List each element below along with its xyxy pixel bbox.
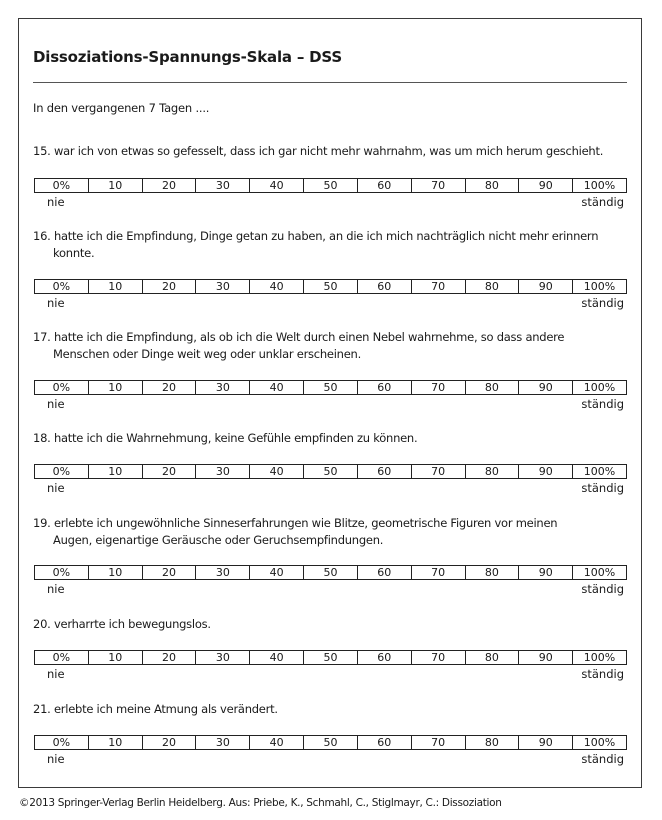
scale-cell: 100%: [572, 280, 626, 293]
scale-cell: 70: [411, 465, 465, 478]
question-text-continued: Augen, eigenartige Geräusche oder Geruchsempfindungen.: [53, 532, 384, 547]
scale-cell: 40: [249, 736, 303, 749]
scale-cell: 100%: [572, 381, 626, 394]
scale-cell: 90: [518, 280, 572, 293]
rating-scale-18: [34, 464, 627, 479]
rating-scale-17: [34, 380, 627, 395]
anchor-high: ständig: [581, 397, 624, 411]
scale-cell: 20: [142, 179, 196, 192]
scale-cell: 100%: [572, 736, 626, 749]
rating-scale-16: [34, 279, 627, 294]
scale-cell: 70: [411, 381, 465, 394]
scale-cell: 100%: [572, 651, 626, 664]
scale-cell: 70: [411, 566, 465, 579]
scale-cell: 10: [88, 280, 142, 293]
scale-cell: 40: [249, 651, 303, 664]
scale-cell: 50: [303, 280, 357, 293]
scale-cell: 50: [303, 736, 357, 749]
scale-cell: 100%: [572, 465, 626, 478]
question-text-continued: konnte.: [53, 245, 95, 260]
scale-cell: 40: [249, 179, 303, 192]
scale-cell: 40: [249, 280, 303, 293]
question-text: 16. hatte ich die Empfindung, Dinge getan zu haben, an die ich mich nachträglich nicht mehr erinnern: [33, 229, 599, 243]
scale-cell: 0%: [52, 566, 71, 579]
rating-scale-21: [34, 735, 627, 750]
scale-cell: 80: [465, 566, 519, 579]
scale-cell: 20: [142, 280, 196, 293]
scale-cell: 50: [303, 566, 357, 579]
scale-cell: 30: [195, 179, 249, 192]
anchor-low: nie: [47, 296, 65, 310]
page-title: Dissoziations-Spannungs-Skala – DSS: [33, 48, 342, 66]
anchor-high: ständig: [581, 752, 624, 766]
scale-cell: 50: [303, 465, 357, 478]
scale-cell: 10: [88, 651, 142, 664]
scale-cell: 30: [195, 381, 249, 394]
copyright-footer: ©2013 Springer-Verlag Berlin Heidelberg. Aus: Priebe, K., Schmahl, C., Stiglmayr, C.: Dissoziation: [19, 797, 502, 809]
scale-cell: 70: [411, 651, 465, 664]
scale-cell: 10: [88, 736, 142, 749]
scale-cell: 70: [411, 280, 465, 293]
scale-cell: 0%: [52, 280, 71, 293]
scale-cell: 60: [357, 651, 411, 664]
page-frame: [18, 18, 642, 788]
question-20: [33, 616, 633, 633]
scale-cell: 40: [249, 381, 303, 394]
scale-cell: 80: [465, 465, 519, 478]
scale-cell: 20: [142, 566, 196, 579]
scale-cell: 60: [357, 280, 411, 293]
scale-cell: 10: [88, 381, 142, 394]
anchor-high: ständig: [581, 667, 624, 681]
anchor-low: nie: [47, 397, 65, 411]
scale-cell: 90: [518, 179, 572, 192]
scale-cell: 80: [465, 381, 519, 394]
scale-cell: 10: [88, 465, 142, 478]
title-divider: [33, 82, 627, 83]
scale-cell: 50: [303, 179, 357, 192]
question-17: [33, 329, 633, 362]
anchor-high: ständig: [581, 296, 624, 310]
anchor-low: nie: [47, 752, 65, 766]
scale-cell: 60: [357, 381, 411, 394]
question-16: [33, 228, 633, 261]
question-18: [33, 430, 633, 447]
scale-cell: 60: [357, 465, 411, 478]
question-text: 15. war ich von etwas so gefesselt, dass ich gar nicht mehr wahrnahm, was um mich herum geschieht.: [33, 144, 604, 158]
scale-cell: 70: [411, 179, 465, 192]
scale-cell: 50: [303, 651, 357, 664]
scale-cell: 100%: [572, 179, 626, 192]
scale-cell: 80: [465, 736, 519, 749]
anchor-low: nie: [47, 481, 65, 495]
anchor-low: nie: [47, 582, 65, 596]
scale-cell: 70: [411, 736, 465, 749]
scale-cell: 0%: [52, 651, 71, 664]
question-text-continued: Menschen oder Dinge weit weg oder unklar erscheinen.: [53, 346, 361, 361]
scale-cell: 90: [518, 566, 572, 579]
scale-cell: 0%: [52, 179, 71, 192]
scale-cell: 10: [88, 566, 142, 579]
question-15: [33, 143, 633, 160]
anchor-high: ständig: [581, 195, 624, 209]
scale-cell: 20: [142, 736, 196, 749]
scale-cell: 30: [195, 566, 249, 579]
scale-cell: 30: [195, 465, 249, 478]
scale-cell: 90: [518, 381, 572, 394]
scale-cell: 20: [142, 465, 196, 478]
question-text: 18. hatte ich die Wahrnehmung, keine Gefühle empfinden zu können.: [33, 431, 418, 445]
scale-cell: 30: [195, 736, 249, 749]
question-19: [33, 515, 633, 548]
intro-text: In den vergangenen 7 Tagen ....: [33, 101, 210, 115]
rating-scale-19: [34, 565, 627, 580]
scale-cell: 40: [249, 566, 303, 579]
scale-cell: 60: [357, 179, 411, 192]
scale-cell: 90: [518, 736, 572, 749]
anchor-low: nie: [47, 667, 65, 681]
rating-scale-20: [34, 650, 627, 665]
scale-cell: 10: [88, 179, 142, 192]
anchor-high: ständig: [581, 481, 624, 495]
scale-cell: 20: [142, 651, 196, 664]
scale-cell: 90: [518, 465, 572, 478]
scale-cell: 0%: [52, 381, 71, 394]
scale-cell: 0%: [52, 465, 71, 478]
scale-cell: 30: [195, 280, 249, 293]
scale-cell: 80: [465, 280, 519, 293]
question-text: 21. erlebte ich meine Atmung als verändert.: [33, 702, 278, 716]
scale-cell: 40: [249, 465, 303, 478]
scale-cell: 20: [142, 381, 196, 394]
scale-cell: 80: [465, 651, 519, 664]
scale-cell: 60: [357, 736, 411, 749]
anchor-low: nie: [47, 195, 65, 209]
scale-cell: 60: [357, 566, 411, 579]
scale-cell: 30: [195, 651, 249, 664]
scale-cell: 80: [465, 179, 519, 192]
question-text: 19. erlebte ich ungewöhnliche Sinneserfahrungen wie Blitze, geometrische Figuren vor meinen: [33, 516, 558, 530]
rating-scale-15: [34, 178, 627, 193]
question-text: 17. hatte ich die Empfindung, als ob ich die Welt durch einen Nebel wahrnehme, so dass andere: [33, 330, 565, 344]
scale-cell: 100%: [572, 566, 626, 579]
scale-cell: 50: [303, 381, 357, 394]
scale-cell: 90: [518, 651, 572, 664]
question-text: 20. verharrte ich bewegungslos.: [33, 617, 211, 631]
question-21: [33, 701, 633, 718]
anchor-high: ständig: [581, 582, 624, 596]
scale-cell: 0%: [52, 736, 71, 749]
